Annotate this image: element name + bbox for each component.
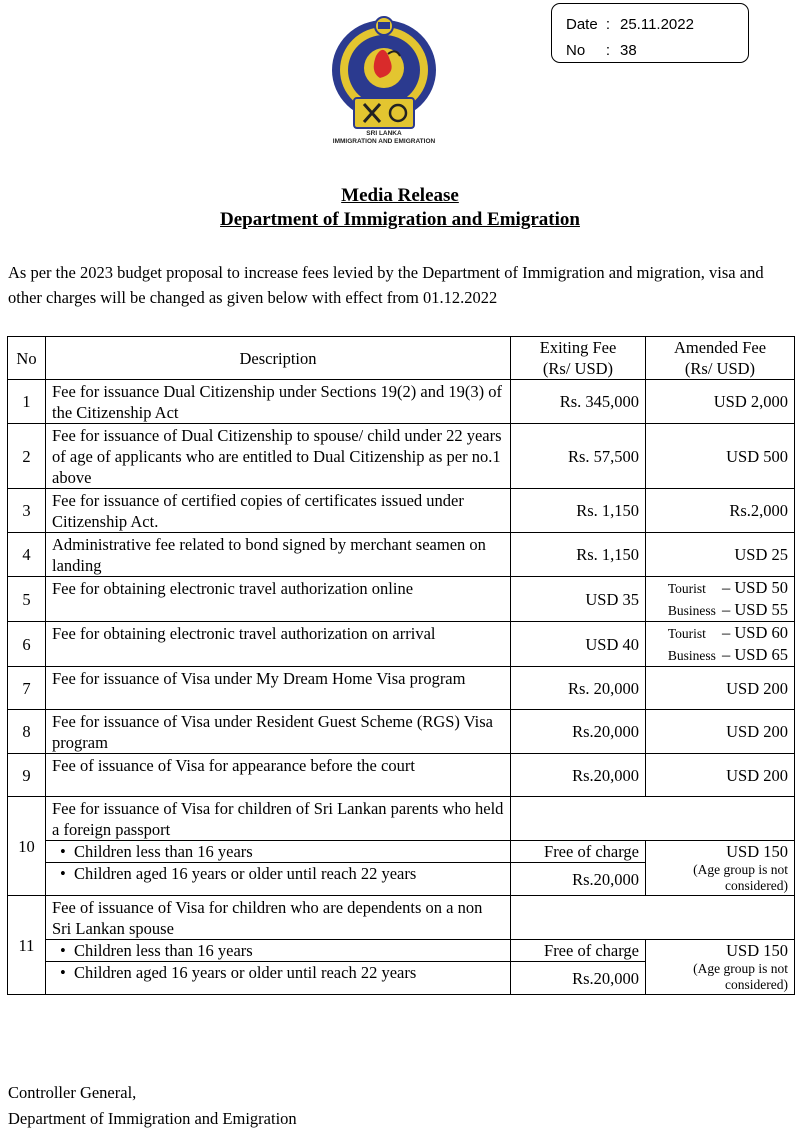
page-title: Media Release xyxy=(341,185,459,206)
row-existing-fee: Rs. 345,000 xyxy=(511,380,646,424)
business-fee: – USD 65 xyxy=(721,645,788,664)
row-description: Fee of issuance of Visa for children who are dependents on a non Sri Lankan spouse xyxy=(46,896,511,940)
row-existing-fee: Rs.20,000 xyxy=(511,710,646,754)
row-blank-cell xyxy=(511,896,795,940)
row-amended-fee: USD 500 xyxy=(646,424,795,489)
table-row xyxy=(8,622,795,667)
signatory-department: Department of Immigration and Emigration xyxy=(8,1109,297,1128)
table-row xyxy=(8,533,795,577)
row-number: 1 xyxy=(8,380,46,424)
table-subrow xyxy=(8,940,795,962)
bullet-item: • Children less than 16 years xyxy=(52,841,504,862)
row-description: Fee for issuance Dual Citizenship under Sections 19(2) and 19(3) of the Citizenship Act xyxy=(46,380,511,424)
row-description: Fee for issuance of Visa under Resident Guest Scheme (RGS) Visa program xyxy=(46,710,511,754)
fees-table xyxy=(7,336,795,995)
row-description: Administrative fee related to bond signed by merchant seamen on landing xyxy=(46,533,511,577)
header-amended-line1: Amended Fee xyxy=(673,338,767,357)
table-row xyxy=(8,577,795,622)
row-number: 2 xyxy=(8,424,46,489)
row-number: 10 xyxy=(8,797,46,896)
row-number: 8 xyxy=(8,710,46,754)
row-description: Fee for issuance of Dual Citizenship to spouse/ child under 22 years of age of applicants who are entitled to Dual Citizenship as per no.1 above xyxy=(46,424,511,489)
date-number-box xyxy=(551,3,749,63)
page-subtitle: Department of Immigration and Emigration xyxy=(220,209,580,230)
subrow-existing-fee: Rs.20,000 xyxy=(511,863,646,896)
subrow-existing-fee: Free of charge xyxy=(511,940,646,962)
row-number: 11 xyxy=(8,896,46,995)
emblem-caption-country: SRI LANKA xyxy=(366,130,402,137)
row-number: 4 xyxy=(8,533,46,577)
subrow-existing-fee: Free of charge xyxy=(511,841,646,863)
amended-note: (Age group is not considered) xyxy=(693,862,788,893)
bullet-item: • Children aged 16 years or older until reach 22 years xyxy=(52,962,504,983)
table-row xyxy=(8,710,795,754)
table-row xyxy=(8,754,795,797)
header-existing-fee xyxy=(511,337,646,380)
row-existing-fee: USD 35 xyxy=(511,577,646,622)
header-amended-fee xyxy=(646,337,795,380)
row-existing-fee: Rs. 1,150 xyxy=(511,489,646,533)
header-description: Description xyxy=(46,337,511,380)
date-value: 25.11.2022 xyxy=(620,16,694,33)
table-subrow xyxy=(8,841,795,863)
table-header-row xyxy=(8,337,795,380)
amended-business xyxy=(652,644,788,666)
row-existing-fee: Rs.20,000 xyxy=(511,754,646,797)
header-no: No xyxy=(8,337,46,380)
subrow-description xyxy=(46,841,511,863)
table-row xyxy=(8,667,795,710)
signature-block xyxy=(8,1080,297,1132)
row-description: Fee for issuance of certified copies of certificates issued under Citizenship Act. xyxy=(46,489,511,533)
row-number: 3 xyxy=(8,489,46,533)
date-label: Date xyxy=(566,16,598,33)
emblem-caption-department: IMMIGRATION AND EMIGRATION xyxy=(332,138,436,145)
row-amended-fee: USD 2,000 xyxy=(646,380,795,424)
bullet-item: • Children aged 16 years or older until reach 22 years xyxy=(52,863,504,884)
row-amended-fee xyxy=(646,622,795,667)
row-amended-fee xyxy=(646,841,795,896)
number-value: 38 xyxy=(620,42,637,59)
table-row xyxy=(8,797,795,841)
table-row xyxy=(8,896,795,940)
row-description: Fee for issuance of Visa for children of Sri Lankan parents who held a foreign passport xyxy=(46,797,511,841)
row-amended-fee: USD 200 xyxy=(646,710,795,754)
tourist-fee: – USD 50 xyxy=(721,578,788,597)
amended-value: USD 150 xyxy=(726,941,788,960)
date-separator: : xyxy=(605,16,611,33)
subrow-existing-fee: Rs.20,000 xyxy=(511,962,646,995)
business-label: Business xyxy=(667,603,716,618)
row-existing-fee: Rs. 57,500 xyxy=(511,424,646,489)
row-description: Fee for obtaining electronic travel authorization on arrival xyxy=(46,622,511,667)
row-number: 6 xyxy=(8,622,46,667)
amended-business xyxy=(652,599,788,621)
table-row xyxy=(8,380,795,424)
amended-note: (Age group is not considered) xyxy=(693,961,788,992)
amended-tourist xyxy=(652,577,788,599)
table-row xyxy=(8,424,795,489)
number-separator: : xyxy=(605,42,611,59)
tourist-label: Tourist xyxy=(667,626,706,641)
header-amended-line2: (Rs/ USD) xyxy=(684,359,756,378)
date-line xyxy=(566,12,748,38)
row-existing-fee: Rs. 1,150 xyxy=(511,533,646,577)
row-existing-fee: Rs. 20,000 xyxy=(511,667,646,710)
bullet-item: • Children less than 16 years xyxy=(52,940,504,961)
row-number: 9 xyxy=(8,754,46,797)
row-amended-fee xyxy=(646,577,795,622)
tourist-fee: – USD 60 xyxy=(721,623,788,642)
row-description: Fee of issuance of Visa for appearance before the court xyxy=(46,754,511,797)
row-number: 7 xyxy=(8,667,46,710)
amended-tourist xyxy=(652,622,788,644)
business-label: Business xyxy=(667,648,716,663)
row-amended-fee xyxy=(646,940,795,995)
row-blank-cell xyxy=(511,797,795,841)
header-existing-line1: Exiting Fee xyxy=(539,338,617,357)
subrow-description xyxy=(46,962,511,995)
row-description: Fee for obtaining electronic travel authorization online xyxy=(46,577,511,622)
business-fee: – USD 55 xyxy=(721,600,788,619)
row-description: Fee for issuance of Visa under My Dream Home Visa program xyxy=(46,667,511,710)
row-number: 5 xyxy=(8,577,46,622)
header-existing-line2: (Rs/ USD) xyxy=(542,359,614,378)
row-amended-fee: Rs.2,000 xyxy=(646,489,795,533)
row-existing-fee: USD 40 xyxy=(511,622,646,667)
tourist-label: Tourist xyxy=(667,581,706,596)
subrow-description xyxy=(46,940,511,962)
number-line xyxy=(566,38,748,64)
subrow-description xyxy=(46,863,511,896)
signatory-title: Controller General, xyxy=(8,1083,137,1102)
row-amended-fee: USD 200 xyxy=(646,667,795,710)
row-amended-fee: USD 200 xyxy=(646,754,795,797)
number-label: No xyxy=(566,42,586,59)
row-amended-fee: USD 25 xyxy=(646,533,795,577)
table-row xyxy=(8,489,795,533)
amended-value: USD 150 xyxy=(726,842,788,861)
intro-paragraph: As per the 2023 budget proposal to increase fees levied by the Department of Immigration and migration, visa and other charges will be changed as given below with effect from 01.12.2022 xyxy=(8,263,764,307)
